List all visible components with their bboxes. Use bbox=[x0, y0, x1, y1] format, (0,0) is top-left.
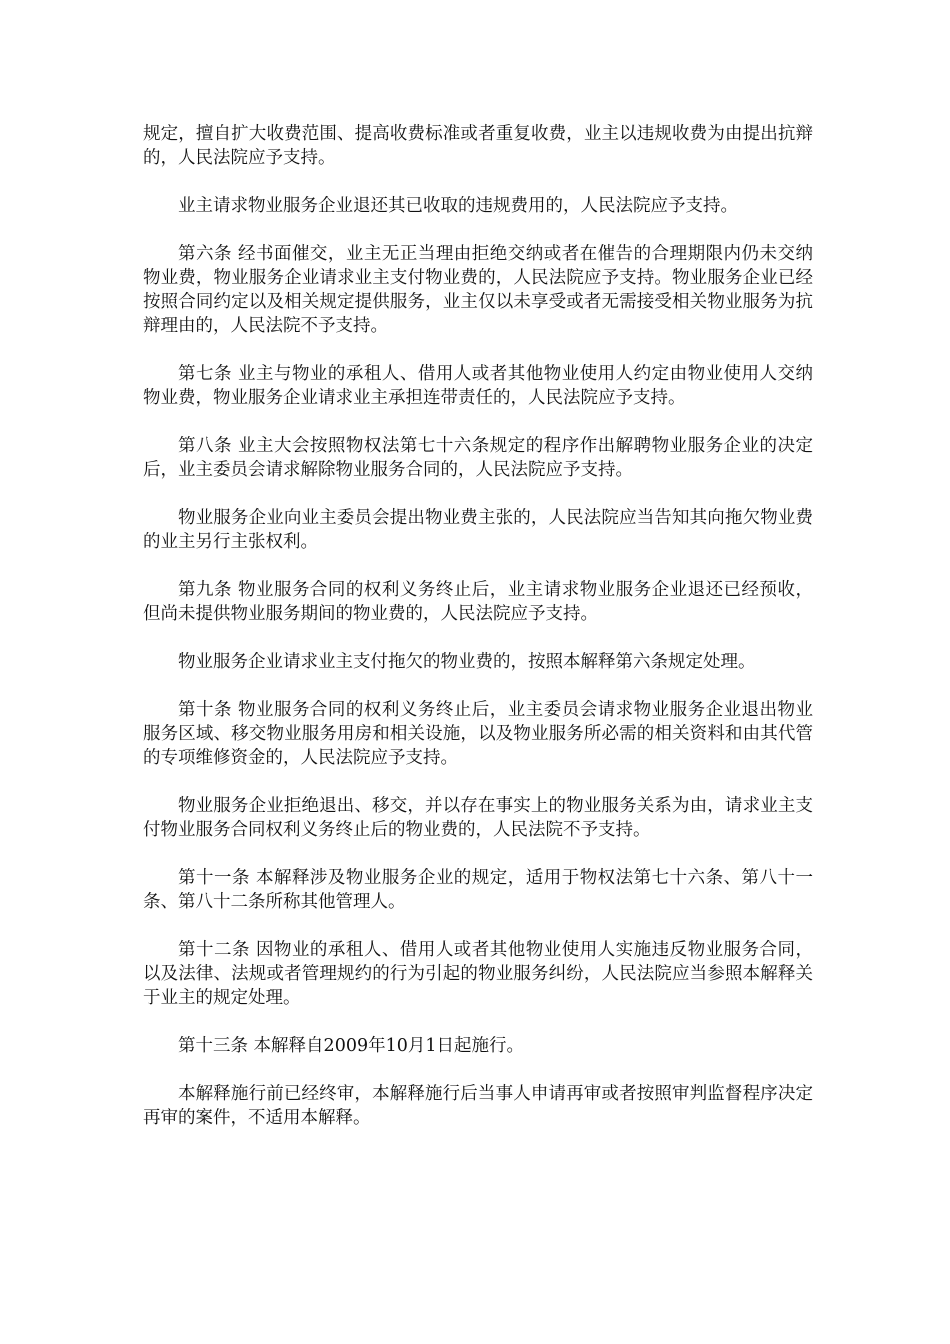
paragraph: 物业服务企业拒绝退出、移交，并以存在事实上的物业服务关系为由，请求业主支付物业服务合同权利义务终止后的物业费的，人民法院不予支持。 bbox=[143, 796, 813, 840]
paragraph: 本解释施行前已经终审，本解释施行后当事人申请再审或者按照审判监督程序决定再审的案件，不适用本解释。 bbox=[143, 1084, 813, 1128]
paragraph: 物业服务企业向业主委员会提出物业费主张的，人民法院应当告知其向拖欠物业费的业主另行主张权利。 bbox=[143, 508, 813, 552]
article-13: 第十三条 本解释自2009年10月1日起施行。 bbox=[178, 1036, 524, 1056]
paragraph: 业主请求物业服务企业退还其已收取的违规费用的，人民法院应予支持。 bbox=[178, 196, 738, 216]
article-11: 第十一条 本解释涉及物业服务企业的规定，适用于物权法第七十六条、第八十一条、第八十二条所称其他管理人。 bbox=[143, 868, 813, 912]
paragraph: 物业服务企业请求业主支付拖欠的物业费的，按照本解释第六条规定处理。 bbox=[178, 652, 756, 672]
document-body bbox=[143, 122, 813, 1154]
article-6: 第六条 经书面催交，业主无正当理由拒绝交纳或者在催告的合理期限内仍未交纳物业费，物业服务企业请求业主支付物业费的，人民法院应予支持。物业服务企业已经按照合同约定以及相关规定提供服务，业主仅以未享受或者无需接受相关物业服务为抗辩理由的，人民法院不予支持。 bbox=[143, 244, 813, 336]
article-10: 第十条 物业服务合同的权利义务终止后，业主委员会请求物业服务企业退出物业服务区域、移交物业服务用房和相关设施，以及物业服务所必需的相关资料和由其代管的专项维修资金的，人民法院应予支持。 bbox=[143, 700, 813, 768]
article-7: 第七条 业主与物业的承租人、借用人或者其他物业使用人约定由物业使用人交纳物业费，物业服务企业请求业主承担连带责任的，人民法院应予支持。 bbox=[143, 364, 813, 408]
article-8: 第八条 业主大会按照物权法第七十六条规定的程序作出解聘物业服务企业的决定后，业主委员会请求解除物业服务合同的，人民法院应予支持。 bbox=[143, 436, 813, 480]
article-12: 第十二条 因物业的承租人、借用人或者其他物业使用人实施违反物业服务合同，以及法律、法规或者管理规约的行为引起的物业服务纠纷，人民法院应当参照本解释关于业主的规定处理。 bbox=[143, 940, 813, 1008]
article-9: 第九条 物业服务合同的权利义务终止后，业主请求物业服务企业退还已经预收，但尚未提供物业服务期间的物业费的，人民法院应予支持。 bbox=[143, 580, 813, 624]
paragraph-continuation: 规定，擅自扩大收费范围、提高收费标准或者重复收费，业主以违规收费为由提出抗辩的，人民法院应予支持。 bbox=[143, 124, 813, 168]
